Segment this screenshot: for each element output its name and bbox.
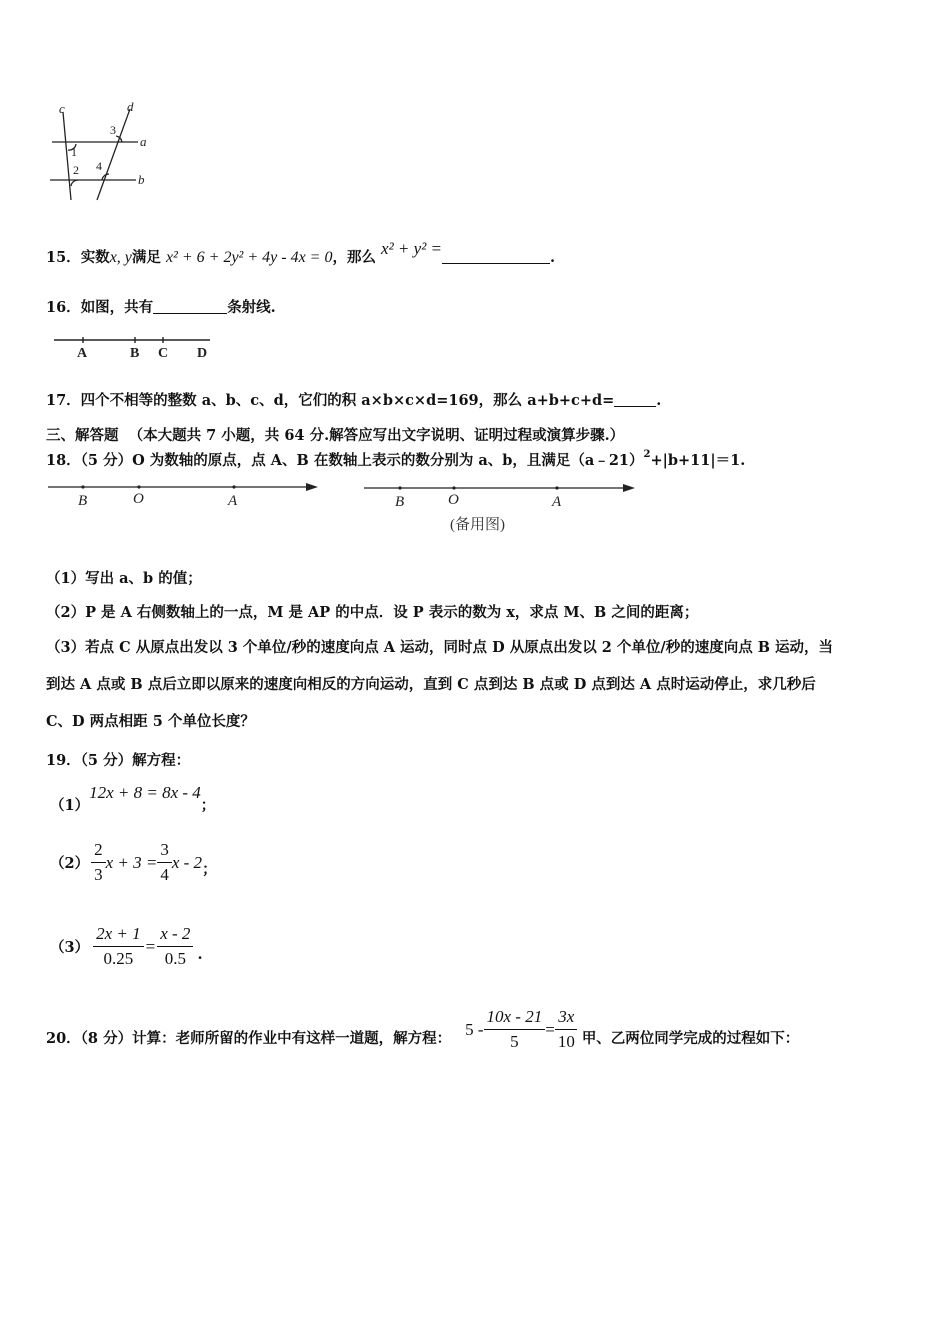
q18-part-3-line-3: C、D 两点相距 5 个单位长度？ [46,713,255,730]
q18-stem-before: 18．（5 分）O 为数轴的原点，点 A、B 在数轴上表示的数分别为 a、b，且满足（a﹣21） [46,452,644,469]
q17-answer-blank[interactable] [614,391,656,407]
point-a-label: A [77,346,88,361]
q20-lead: 5 - [465,1019,484,1039]
ray-figure [50,332,220,362]
section-3-title: 三、解答题 [46,427,119,444]
q19-e2-f2-den: 4 [160,865,169,884]
question-20 [46,1007,799,1052]
axis2-b-label: B [395,494,405,510]
q19-e2-f2-num: 3 [157,840,172,863]
q18-part-3-line-2: 到达 A 点或 B 点后立即以原来的速度向相反的方向运动，直到 C 点到达 B 点或 D 点到达 A 点时运动停止，求几秒后 [46,676,816,693]
angle-1: 1 [71,145,77,159]
q19-e3-f2-den: 0.5 [164,949,186,968]
q15-answer-blank[interactable] [442,248,550,264]
label-a: a [140,134,147,149]
question-17 [46,389,661,410]
q19-e2-f1-num: 2 [91,840,106,863]
q19-e3-end: . [197,946,203,963]
question-19-head: 19．（5 分）解方程： [46,752,191,769]
axis2-o-label: O [448,492,459,508]
point-b-label: B [130,346,140,361]
q19-equation-2 [50,840,217,885]
label-b: b [138,172,145,187]
q19-e2-label: （2） [50,855,90,872]
q20-f2-den: 10 [557,1032,575,1051]
q19-e3-fraction-2 [157,924,193,969]
q19-e1-end: ； [200,797,216,814]
q19-e2-end: ； [202,861,217,878]
q19-e1-label: （1） [50,797,90,814]
axis1-o-label: O [133,491,144,507]
q15-mid: 满足 [131,249,161,266]
q20-tail: 甲、乙两位同学完成的过程如下： [581,1030,800,1047]
q20-f1-den: 5 [510,1032,519,1051]
q19-e3-f1-den: 0.25 [103,949,134,968]
q15-expression: x² + y² = [381,239,443,258]
q20-f1-num: 10x - 21 [484,1007,546,1030]
q20-fraction-2 [555,1007,578,1052]
q18-stem-after: +|b+11|＝1. [650,452,746,469]
parallel-lines-figure [40,98,170,208]
point-c-label: C [158,346,169,361]
q16-answer-blank[interactable] [153,298,227,314]
q20-f2-num: 3x [555,1007,577,1030]
section-3-heading [46,424,624,445]
axis1-b-label: B [78,493,88,509]
q18-part-2: （2）P 是 A 右侧数轴上的一点，M 是 AP 的中点．设 P 表示的数为 x，求点 M、B 之间的距离； [46,604,699,621]
question-18-stem [46,449,745,470]
q19-e3-f2-num: x - 2 [157,924,193,947]
q15-vars: x, y [109,249,132,266]
q19-e2-tail: x - 2 [171,852,203,872]
q18-part-3-line-1: （3）若点 C 从原点出发以 3 个单位/秒的速度向点 A 运动，同时点 D 从原点出发以 2 个单位/秒的速度向点 B 运动，当 [46,639,834,656]
q15-equation: x² + 6 + 2y² + 4y - 4x = 0 [165,249,333,266]
question-16 [46,296,276,317]
q20-fraction-1 [484,1007,546,1052]
q16-number: 16． [46,299,81,316]
q19-e3-f1-num: 2x + 1 [93,924,144,947]
q19-equation-3 [50,924,203,969]
q19-e2-fraction-1 [91,840,106,885]
section-3-note: （本大题共 7 小题，共 64 分.解答应写出文字说明、证明过程或演算步骤.） [128,427,625,444]
q19-e1-formula: 12x + 8 = 8x - 4 [89,783,201,802]
q15-after-eq: ，那么 [332,249,376,266]
axis2-a-label: A [552,494,562,510]
q19-e3-label: （3） [50,939,90,956]
q19-e2-f1-den: 3 [94,865,103,884]
angle-4: 4 [96,159,102,173]
q17-text: 17．四个不相等的整数 a、b、c、d，它们的积 a×b×c×d=169，那么 a+b+c+d= [46,392,615,409]
label-c: c [59,101,65,116]
spare-figure-caption: (备用图) [450,517,505,533]
q15-end: . [550,249,556,266]
q17-end: . [656,392,662,409]
q15-number: 15． [46,249,81,266]
number-line-main [46,478,326,510]
line-c [63,112,71,200]
number-line-spare [362,479,642,535]
q16-after: 条射线. [227,299,276,316]
question-15 [46,239,556,267]
q16-before: 如图，共有 [80,299,154,316]
axis1-a-label: A [228,493,238,509]
q19-e3-eq: = [145,936,156,956]
angle-2: 2 [73,163,79,177]
q20-head: 20．（8 分）计算：老师所留的作业中有这样一道题，解方程： [46,1030,452,1047]
label-d: d [127,99,134,114]
q20-eq: = [545,1019,555,1039]
q15-prefix: 实数 [80,249,110,266]
point-d-label: D [197,346,208,361]
q19-equation-1 [50,782,216,814]
q19-e2-fraction-2 [157,840,172,885]
q18-part-1: （1）写出 a、b 的值； [46,570,202,587]
angle-3: 3 [110,123,116,137]
q19-e3-fraction-1 [93,924,144,969]
q18-stem-sup: 2 [643,449,651,460]
q19-e2-mid: x + 3 = [105,852,158,872]
